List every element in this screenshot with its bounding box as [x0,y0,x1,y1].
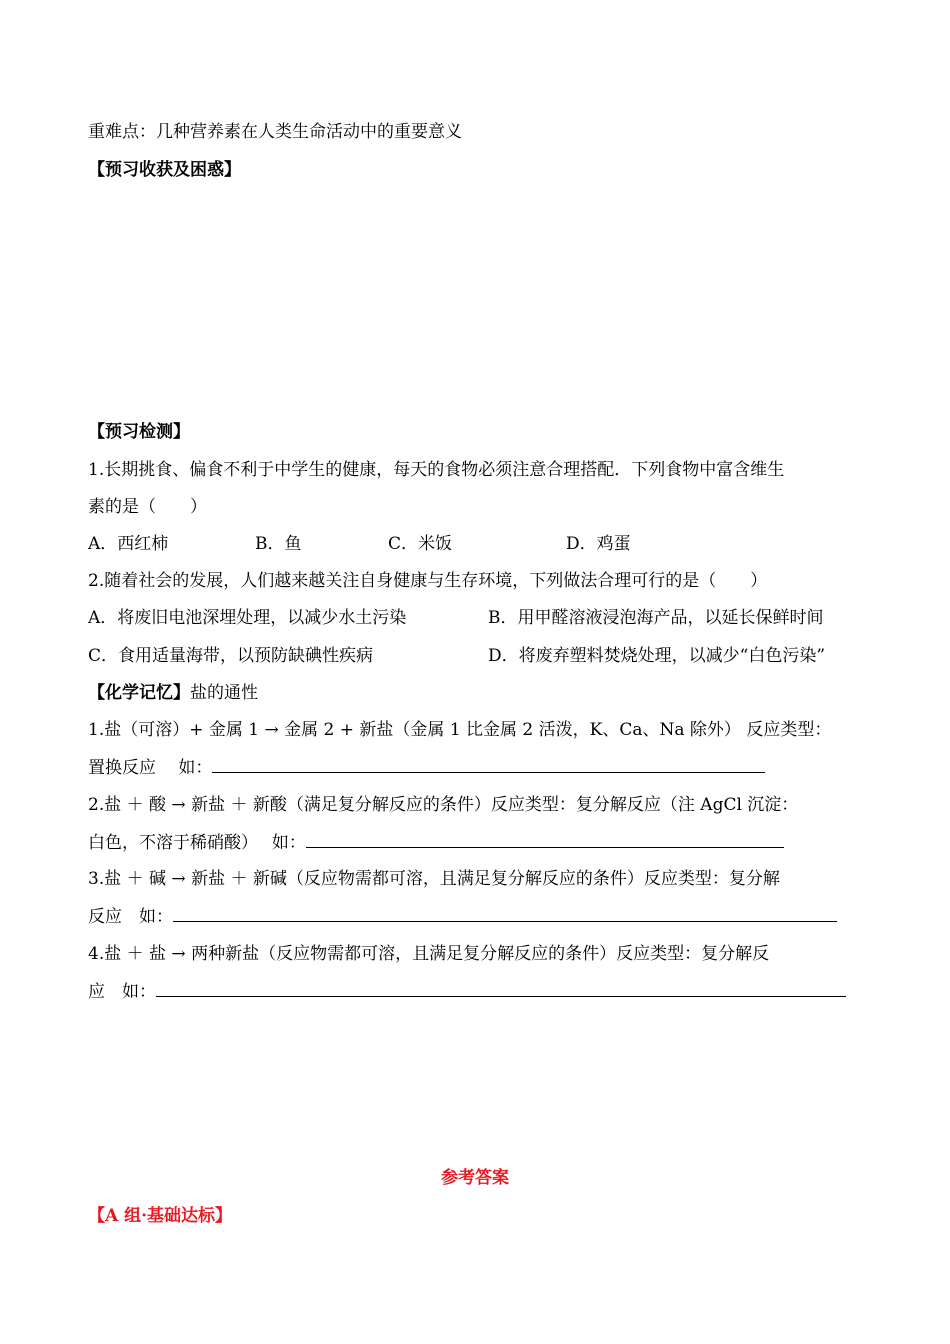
q1-option-a: A．西红柿 [88,534,169,554]
q2-option-d: D．将废弃塑料焚烧处理，以减少“白色污染” [488,646,826,666]
preview-test-heading: 【预习检测】 [88,422,190,442]
rule2-answer-blank[interactable] [306,831,784,848]
memory-heading: 【化学记忆】 [88,683,190,703]
rule1-answer-blank[interactable] [212,756,765,773]
rule3-line1: 3.盐 ＋ 碱 → 新盐 ＋ 新碱（反应物需都可溶，且满足复分解反应的条件）反应类型：复分解 [88,869,780,889]
q2-stem: 2.随着社会的发展，人们越来越关注自身健康与生存环境，下列做法合理可行的是（ ） [88,571,768,591]
key-points: 重难点：几种营养素在人类生命活动中的重要意义 [88,122,462,142]
q1-stem-line2: 素的是（ ） [88,497,207,517]
rule3-line2 [88,905,837,928]
rule2-line2-text: 白色，不溶于稀硝酸） 如： [88,833,306,853]
rule3-line2-text: 反应 如： [88,907,173,927]
rule2-line1: 2.盐 ＋ 酸 → 新盐 ＋ 新酸（满足复分解反应的条件）反应类型：复分解反应（注 AgCl 沉淀： [88,795,799,815]
rule4-line2 [88,980,846,1003]
rule1-line2 [88,756,765,779]
q1-option-c: C．米饭 [388,534,453,554]
rule4-line2-text: 应 如： [88,982,156,1002]
q2-option-c: C．食用适量海带，以预防缺碘性疾病 [88,646,374,666]
memory-title: 盐的通性 [190,683,258,703]
rule1-line2-text: 置换反应 如： [88,758,213,778]
rule2-line2 [88,831,784,854]
rule1-line1: 1.盐（可溶）+ 金属 1 → 金属 2 + 新盐（金属 1 比金属 2 活泼，K、Ca、Na 除外） 反应类型： [88,720,832,740]
rule4-line1: 4.盐 ＋ 盐 → 两种新盐（反应物需都可溶，且满足复分解反应的条件）反应类型：复分解反 [88,944,770,964]
q2-option-a: A．将废旧电池深埋处理，以减少水土污染 [88,608,407,628]
rule3-answer-blank[interactable] [173,905,837,922]
q2-option-b: B．用甲醛溶液浸泡海产品，以延长保鲜时间 [488,608,824,628]
memory-heading-line [88,682,258,704]
q1-stem-line1: 1.长期挑食、偏食不利于中学生的健康，每天的食物必须注意合理搭配．下列食物中富含维生 [88,460,785,480]
answers-title: 参考答案 [441,1168,509,1188]
answers-group-a: 【A 组·基础达标】 [88,1206,233,1226]
preview-gain-heading: 【预习收获及困惑】 [88,160,241,180]
rule4-answer-blank[interactable] [156,980,846,997]
q1-option-b: B．鱼 [255,534,302,554]
q1-option-d: D．鸡蛋 [566,534,631,554]
